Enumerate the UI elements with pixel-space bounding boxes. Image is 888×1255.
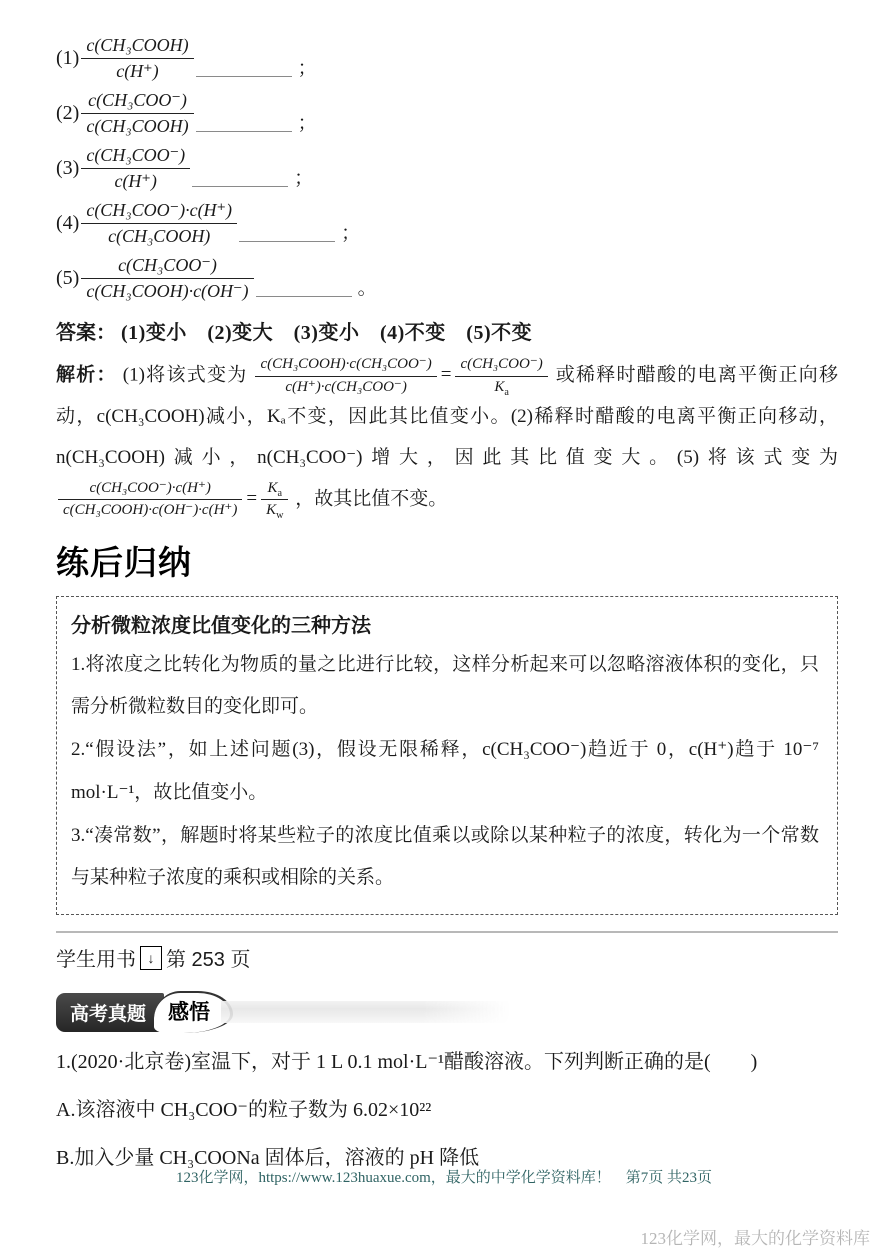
question-block	[56, 1046, 838, 1174]
summary-box-title: 分析微粒浓度比值变化的三种方法	[71, 614, 371, 637]
answer-line	[56, 316, 838, 345]
expression-index: (4)	[56, 211, 80, 234]
exam-badge	[56, 992, 838, 1032]
expression-punct: 。	[357, 277, 377, 299]
summary-item-1: 1.将浓度之比转化为物质的量之比进行比较，这样分析起来可以忽略溶液体积的变化，只需分析微粒数目的变化即可。	[71, 653, 819, 718]
summary-item-2: 2.“假设法”，如上述问题(3)，假设无限稀释，c(CH₃COO⁻)趋近于 0，c(H⁺)趋于 10⁻⁷ mol·L⁻¹，故比值变小。	[71, 739, 819, 803]
inline-fraction	[455, 355, 547, 397]
summary-box	[56, 596, 838, 916]
fraction-numerator: c(CH₃COO⁻)·c(H⁺)	[58, 479, 242, 501]
constant-subscript: w	[276, 510, 284, 522]
student-book-prefix: 学生用书	[56, 949, 136, 972]
inline-fraction	[58, 479, 242, 521]
fraction-denominator: c(CH₃COOH)·c(OH⁻)	[86, 280, 249, 301]
expression-row-2	[56, 89, 838, 137]
answer-blank	[239, 222, 335, 242]
student-book-page: 第 253 页	[166, 949, 251, 972]
fraction-denominator: c(CH₃COOH)	[108, 225, 211, 246]
analysis-label: 解析：	[56, 364, 117, 386]
question-stem: 1.(2020·北京卷)室温下，对于 1 L 0.1 mol·L⁻¹醋酸溶液。下列判断正确的是( )	[56, 1051, 758, 1074]
answer-blank	[196, 112, 292, 132]
answer-blank	[196, 57, 292, 77]
fraction	[81, 34, 193, 82]
watermark: 123化学网，最大的化学资料库	[640, 1229, 870, 1248]
fraction-denominator	[261, 500, 288, 521]
answer-blank	[256, 277, 352, 297]
fraction-denominator: c(CH₃COOH)·c(OH⁻)·c(H⁺)	[63, 502, 238, 519]
constant-subscript: a	[504, 386, 509, 398]
fraction-numerator: c(CH₃COO⁻)	[455, 355, 547, 377]
constant-symbol: K	[267, 479, 278, 496]
expression-row-4	[56, 199, 838, 247]
fraction	[81, 254, 253, 302]
fraction-numerator: c(CH₃COO⁻)	[81, 89, 193, 114]
fraction-denominator: c(CH₃COOH)	[86, 115, 189, 136]
analysis-paragraph	[56, 355, 838, 521]
constant-symbol: K	[494, 378, 505, 395]
fraction	[81, 144, 190, 192]
analysis-text-segment: (1)将该式变为	[122, 364, 248, 386]
fraction-denominator: c(H⁺)·c(CH₃COO⁻)	[285, 378, 407, 395]
expression-punct: ；	[297, 112, 317, 134]
down-arrow-icon: ↓	[140, 946, 162, 970]
answer-label: 答案：	[56, 322, 116, 344]
fraction-numerator: c(CH₃COO⁻)	[81, 254, 253, 279]
fraction-numerator	[261, 479, 288, 501]
inline-fraction	[255, 355, 436, 397]
expression-index: (2)	[56, 101, 80, 124]
expression-index: (1)	[56, 46, 80, 69]
divider-line	[56, 931, 838, 933]
expression-punct: ；	[297, 57, 317, 79]
equals-sign: =	[246, 488, 258, 510]
inline-fraction	[261, 479, 288, 521]
expression-list	[56, 34, 838, 302]
expression-index: (5)	[56, 266, 80, 289]
fraction-numerator: c(CH₃COOH)	[81, 34, 193, 59]
question-option-b: B.加入少量 CH₃COONa 固体后，溶液的 pH 降低	[56, 1147, 480, 1170]
badge-decorative-strip	[221, 1001, 511, 1023]
answer-text: (1)变小 (2)变大 (3)变小 (4)不变 (5)不变	[121, 322, 533, 344]
exam-badge-light-label: 感悟	[154, 991, 233, 1033]
fraction-numerator: c(CH₃COO⁻)	[81, 144, 190, 169]
question-option-a: A.该溶液中 CH₃COO⁻的粒子数为 6.02×10²²	[56, 1099, 432, 1122]
constant-subscript: a	[277, 487, 283, 499]
section-heading-practice-summary: 练后归纳	[56, 543, 192, 581]
expression-index: (3)	[56, 156, 80, 179]
answer-blank	[192, 167, 288, 187]
fraction	[81, 199, 237, 247]
constant-symbol: K	[266, 502, 277, 519]
expression-row-3	[56, 144, 838, 192]
page-footer: 123化学网，https://www.123huaxue.com，最大的中学化学资料库！ 第7页 共23页	[175, 1170, 713, 1186]
summary-item-3: 3.“凑常数”，解题时将某些粒子的浓度比值乘以或除以某种粒子的浓度，转化为一个常数与某种粒子浓度的乘积或相除的关系。	[71, 824, 819, 889]
analysis-text-segment: ，故其比值不变。	[295, 488, 448, 510]
student-book-note	[56, 943, 838, 972]
fraction-numerator: c(CH₃COOH)·c(CH₃COO⁻)	[255, 355, 436, 377]
expression-row-5	[56, 254, 838, 302]
expression-punct: ；	[341, 222, 361, 244]
analysis-text-segment: 或稀释时醋酸的电离平衡正向移动，c(CH₃COOH)减小，Kₐ不变，因此其比值变小。(2)稀释时醋酸的电离平衡正向移动，n(CH₃COOH)减小，n(CH₃COO⁻)增大，因此其比值变大。(5)将该式变为	[56, 364, 839, 468]
exam-badge-dark-label: 高考真题	[56, 993, 164, 1032]
equals-sign: =	[440, 364, 452, 386]
fraction-denominator: c(H⁺)	[114, 170, 157, 191]
fraction	[81, 89, 193, 137]
fraction-denominator	[455, 377, 547, 398]
expression-row-1	[56, 34, 838, 82]
fraction-denominator: c(H⁺)	[116, 60, 159, 81]
expression-punct: ；	[294, 167, 314, 189]
fraction-numerator: c(CH₃COO⁻)·c(H⁺)	[81, 199, 237, 224]
